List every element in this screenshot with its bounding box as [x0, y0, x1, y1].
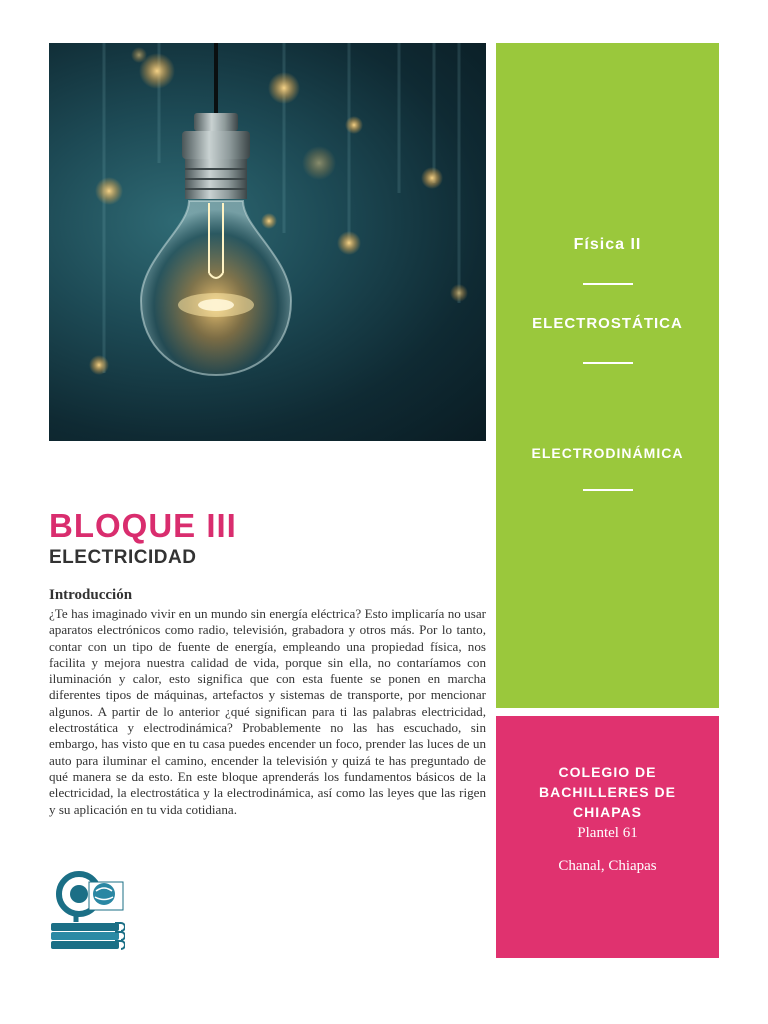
intro-heading: Introducción	[49, 587, 133, 603]
institution-panel	[496, 716, 719, 958]
block-subtitle: ELECTRICIDAD	[49, 547, 197, 568]
topic-electrostatics: ELECTROSTÁTICA	[532, 315, 683, 332]
plantel-label: Plantel 61	[577, 825, 638, 841]
divider	[583, 362, 633, 364]
divider	[583, 283, 633, 285]
divider	[583, 489, 633, 491]
institution-name: COLEGIO DE BACHILLERES DE CHIAPAS	[539, 764, 676, 820]
city-label: Chanal, Chiapas	[558, 858, 657, 874]
globe-books-logo	[49, 870, 125, 960]
light-bulb-image	[49, 43, 486, 441]
topic-electrodynamics: ELECTRODINÁMICA	[531, 445, 684, 461]
intro-paragraph: ¿Te has imaginado vivir en un mundo sin energía eléctrica? Esto implicaría no usar aparatos electrónicos como radio, televisión, grabadora y otros más. Por lo tanto, contar con un tipo de fuente de energía, empleando una propiedad física, nos facilita y mejora nuestra calidad de vida, porque sin ella, no contaríamos con iluminación y calor, esto significa que con esta fuente se ponen en marcha diferentes tipos de máquinas, artefactos y sistemas de transporte, por mencionar algunos. A partir de lo anterior ¿qué significan para ti las palabras electricidad, electrostática y electrodinámica? Probablemente no las has escuchado, sin embargo, has visto que en tu casa puedes encender un foco, prender las luces de un auto para iluminar el camino, encender la televisión y quizá te has preguntado de qué manera se da esto. En este bloque aprenderás los fundamentos básicos de la electricidad, la electrostática y la electrodinámica, así como las leyes que las rigen y su aplicación en tu vida cotidiana.	[49, 606, 486, 817]
topics-panel	[496, 43, 719, 708]
block-title: BLOQUE III	[49, 507, 237, 544]
course-title: Física II	[573, 236, 642, 253]
